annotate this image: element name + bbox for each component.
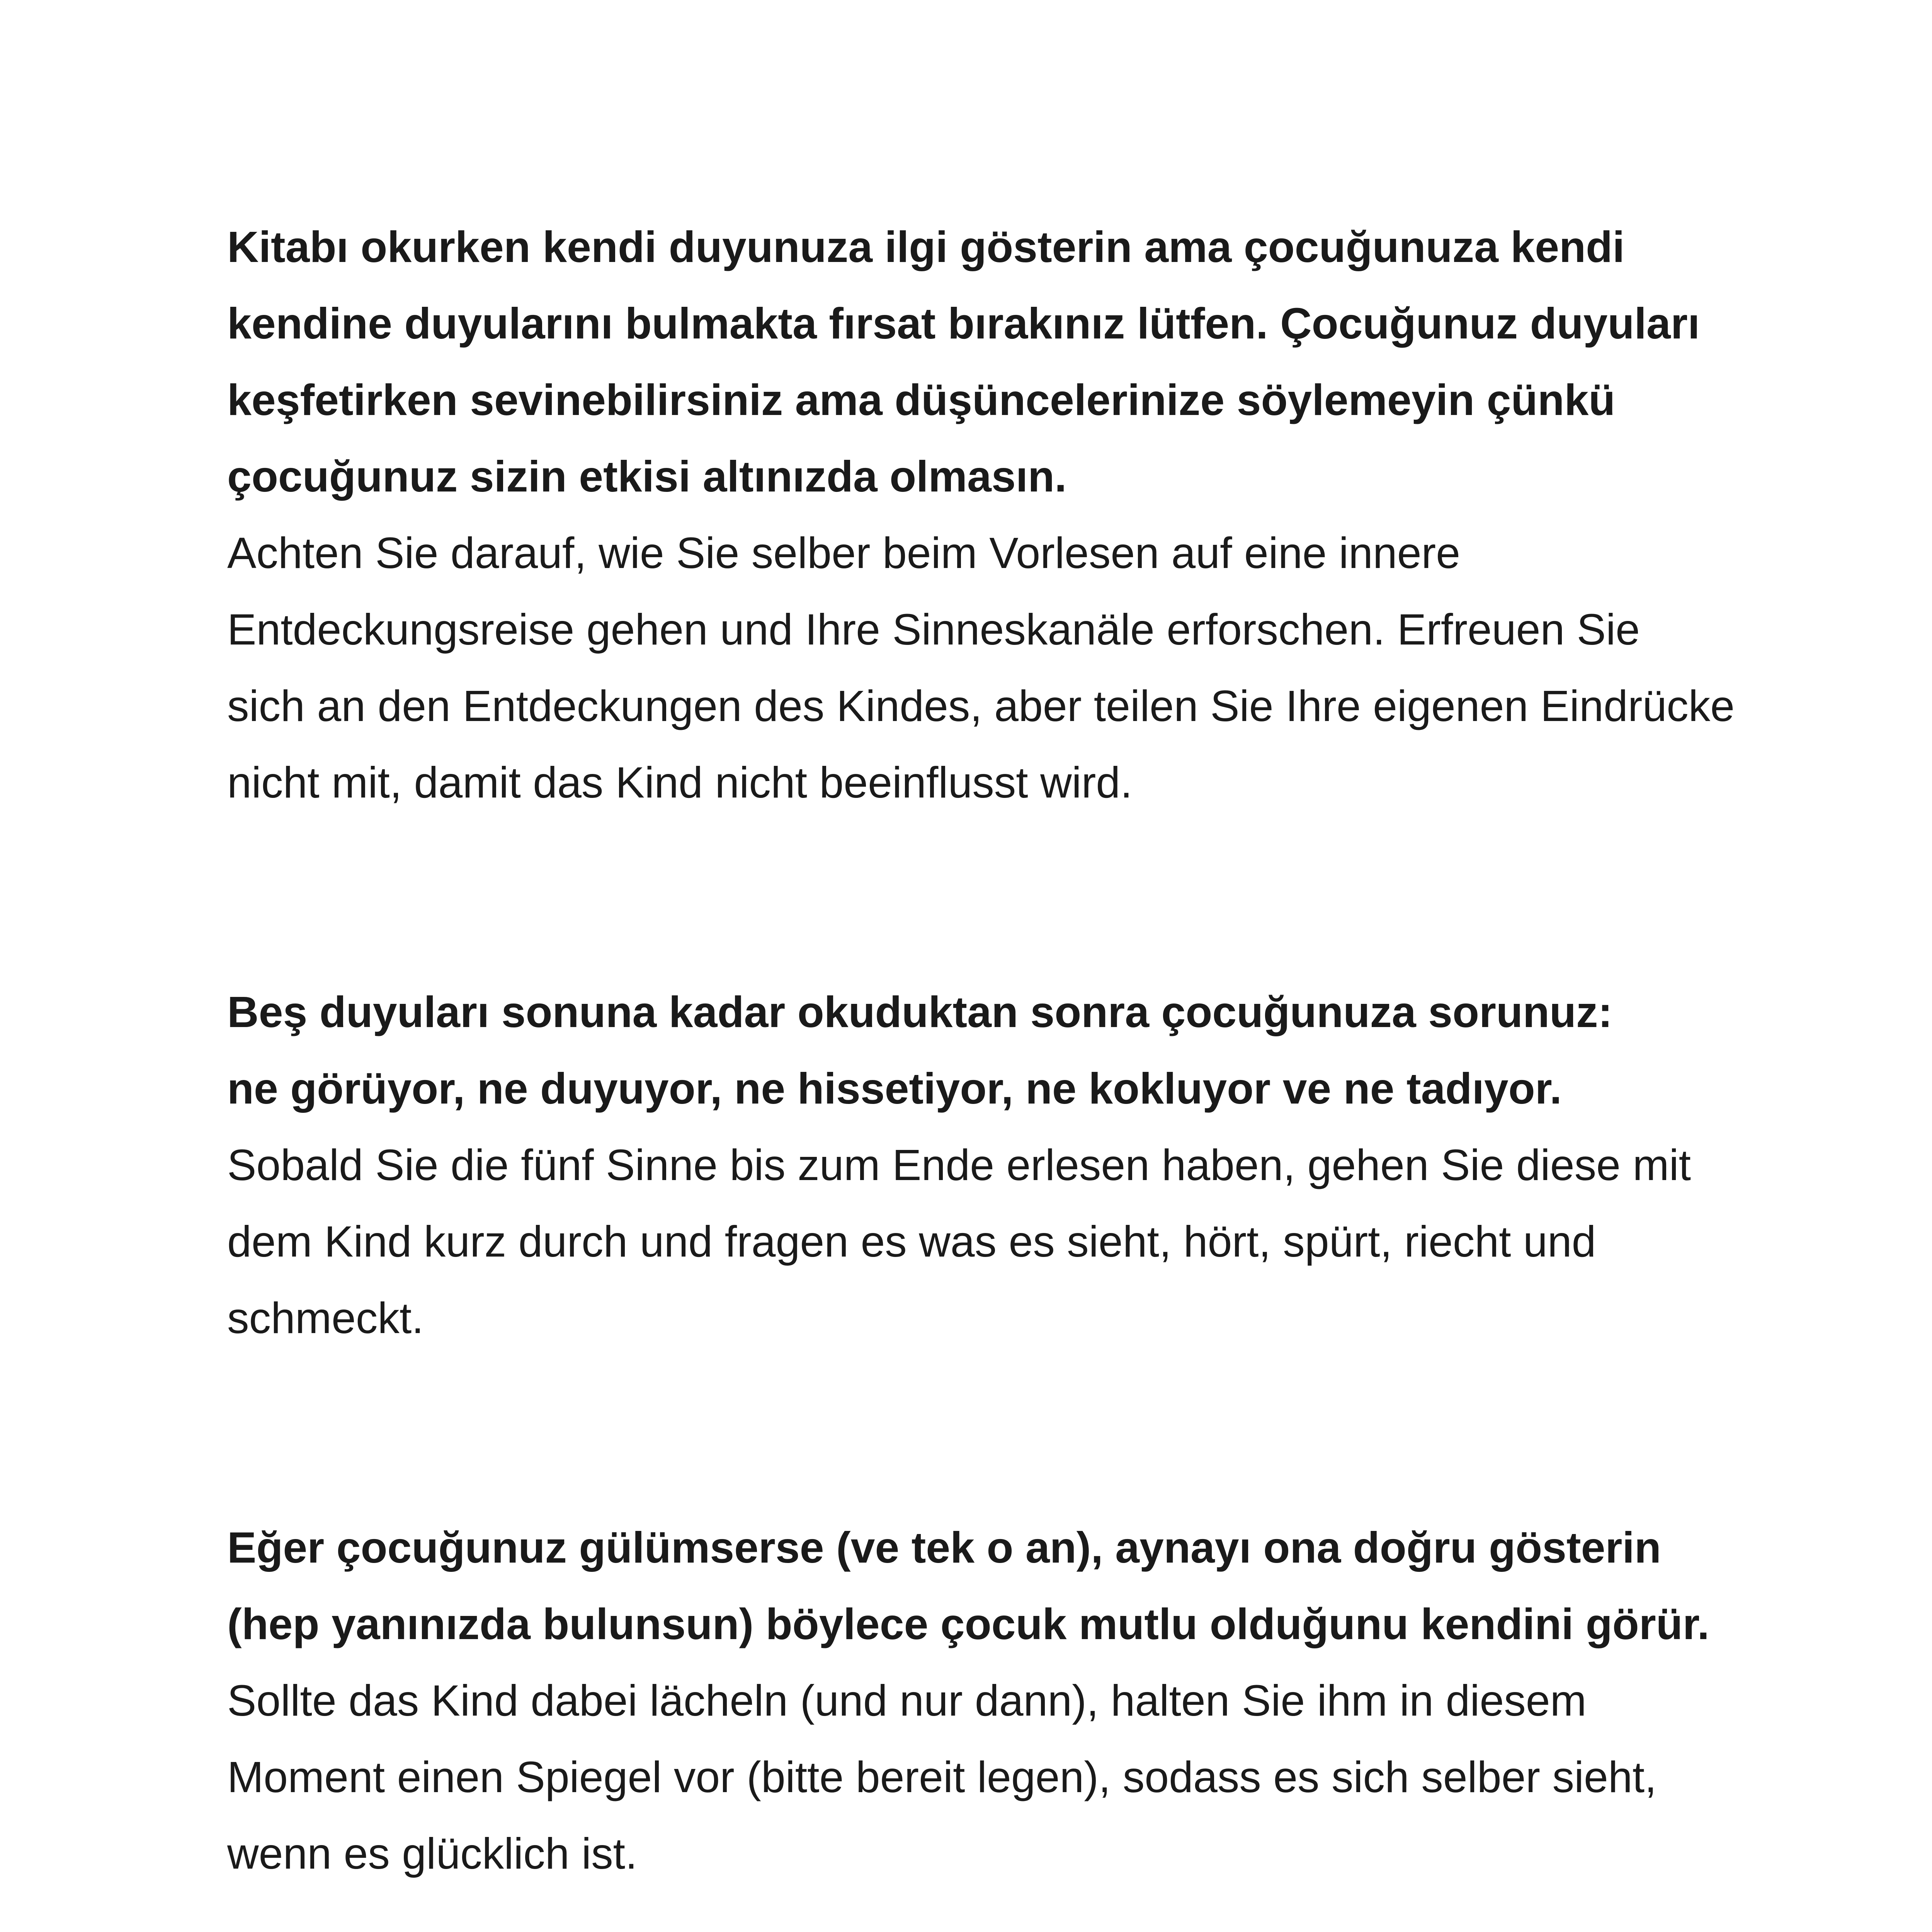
- turkish-line: çocuğunuz sizin etkisi altınızda olmasın.: [227, 452, 1067, 501]
- page-content: [227, 209, 1811, 1932]
- german-paragraph: [227, 1662, 1811, 1892]
- german-line: nicht mit, damit das Kind nicht beeinflusst wird.: [227, 758, 1133, 807]
- turkish-line: ne görüyor, ne duyuyor, ne hissetiyor, ne kokluyor ve ne tadıyor.: [227, 1064, 1562, 1113]
- german-paragraph: [227, 515, 1811, 821]
- german-line: schmeckt.: [227, 1294, 424, 1342]
- german-line: Sobald Sie die fünf Sinne bis zum Ende erlesen haben, gehen Sie diese mit: [227, 1141, 1691, 1189]
- german-line: wenn es glücklich ist.: [227, 1829, 638, 1878]
- german-line: Moment einen Spiegel vor (bitte bereit legen), sodass es sich selber sieht,: [227, 1753, 1657, 1801]
- turkish-line: Eğer çocuğunuz gülümserse (ve tek o an), aynayı ona doğru gösterin: [227, 1523, 1661, 1572]
- paragraph-section-2: [227, 974, 1811, 1356]
- german-paragraph: [227, 1127, 1811, 1356]
- turkish-line: (hep yanınızda bulunsun) böylece çocuk mutlu olduğunu kendini görür.: [227, 1600, 1709, 1648]
- turkish-line: Kitabı okurken kendi duyunuza ilgi gösterin ama çocuğunuza kendi: [227, 223, 1625, 271]
- german-line: sich an den Entdeckungen des Kindes, aber teilen Sie Ihre eigenen Eindrücke: [227, 682, 1735, 730]
- turkish-paragraph: [227, 1509, 1811, 1662]
- german-line: Achten Sie darauf, wie Sie selber beim Vorlesen auf eine innere: [227, 529, 1461, 577]
- turkish-line: kendine duyularını bulmakta fırsat bırakınız lütfen. Çocuğunuz duyuları: [227, 299, 1700, 348]
- turkish-paragraph: [227, 974, 1811, 1127]
- paragraph-section-3: [227, 1509, 1811, 1892]
- paragraph-section-1: [227, 209, 1811, 821]
- german-line: dem Kind kurz durch und fragen es was es sieht, hört, spürt, riecht und: [227, 1217, 1596, 1266]
- turkish-line: Beş duyuları sonuna kadar okuduktan sonra çocuğunuza sorunuz:: [227, 988, 1613, 1036]
- german-line: Sollte das Kind dabei lächeln (und nur dann), halten Sie ihm in diesem: [227, 1676, 1587, 1725]
- turkish-paragraph: [227, 209, 1811, 515]
- german-line: Entdeckungsreise gehen und Ihre Sinneskanäle erforschen. Erfreuen Sie: [227, 605, 1640, 654]
- turkish-line: keşfetirken sevinebilirsiniz ama düşüncelerinize söylemeyin çünkü: [227, 376, 1616, 424]
